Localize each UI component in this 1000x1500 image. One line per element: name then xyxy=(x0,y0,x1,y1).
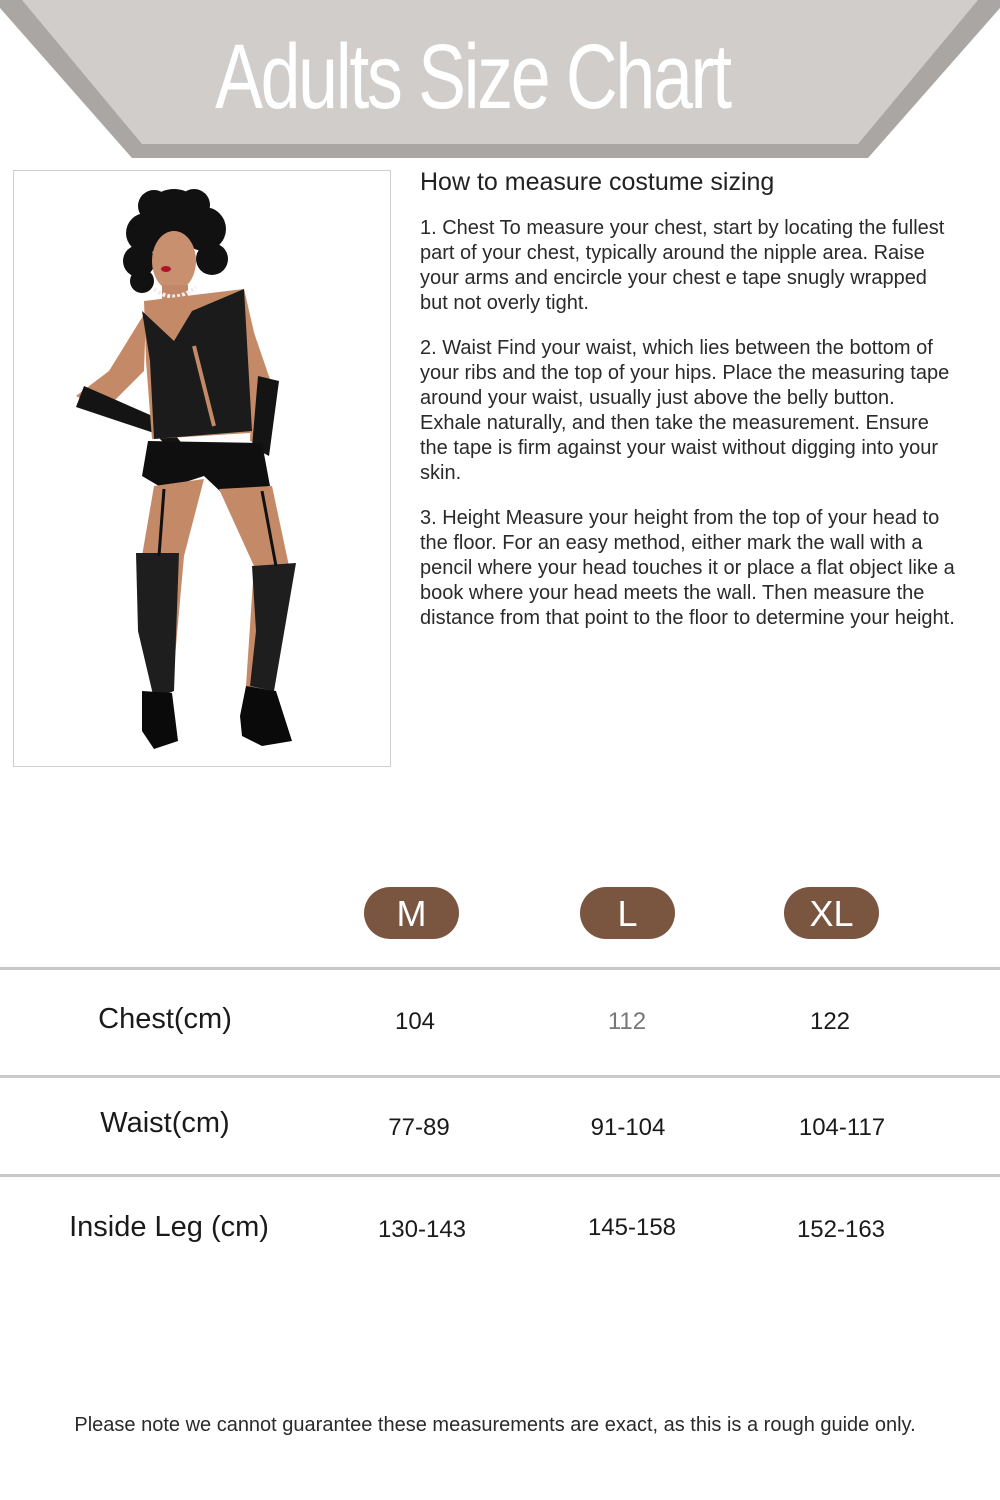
size-badge-xl: XL xyxy=(784,887,879,939)
table-cell: 122 xyxy=(809,1008,851,1035)
table-cell: 104-117 xyxy=(798,1114,886,1141)
row-label-waist: Waist(cm) xyxy=(100,1107,230,1139)
guide-heading: How to measure costume sizing xyxy=(420,168,775,196)
size-badge-l: L xyxy=(580,887,675,939)
table-divider xyxy=(0,967,1000,970)
row-label-chest: Chest(cm) xyxy=(98,1003,232,1035)
table-divider xyxy=(0,1174,1000,1177)
guide-step-waist: 2. Waist Find your waist, which lies between the bottom of your ribs and the top of your hips. Place the measuring tape around your waist, usually just above the belly button. Exhale naturally, and then take the measurement. Ensure the tape is firm against your waist without digging into your skin. xyxy=(420,337,950,484)
disclaimer-note: Please note we cannot guarantee these measurements are exact, as this is a rough guide only. xyxy=(74,1414,916,1436)
table-cell: 77-89 xyxy=(388,1114,450,1141)
measure-guide xyxy=(420,166,960,651)
page-title: Adults Size Chart xyxy=(215,26,730,128)
table-cell: 112 xyxy=(607,1008,647,1035)
table-cell: 104 xyxy=(394,1008,436,1035)
table-divider xyxy=(0,1075,1000,1078)
row-label-inside-leg: Inside Leg (cm) xyxy=(69,1211,269,1243)
model-photo xyxy=(13,170,391,767)
header-banner xyxy=(0,0,1000,160)
table-cell: 145-158 xyxy=(587,1214,677,1241)
guide-step-chest: 1. Chest To measure your chest, start by locating the fullest part of your chest, typically around the nipple area. Raise your arms and encircle your chest e tape snugly wrapped but not overly tight. xyxy=(420,217,945,314)
guide-step-height: 3. Height Measure your height from the top of your head to the floor. For an easy method, either mark the wall with a pencil where your head touches it or place a flat object like a book where your head meets the wall. Then measure the distance from that point to the floor to determine your height. xyxy=(420,507,955,629)
size-badge-m: M xyxy=(364,887,459,939)
table-cell: 91-104 xyxy=(590,1114,666,1141)
costume-model-icon xyxy=(14,171,390,766)
table-cell: 130-143 xyxy=(377,1216,467,1243)
table-cell: 152-163 xyxy=(796,1216,886,1243)
